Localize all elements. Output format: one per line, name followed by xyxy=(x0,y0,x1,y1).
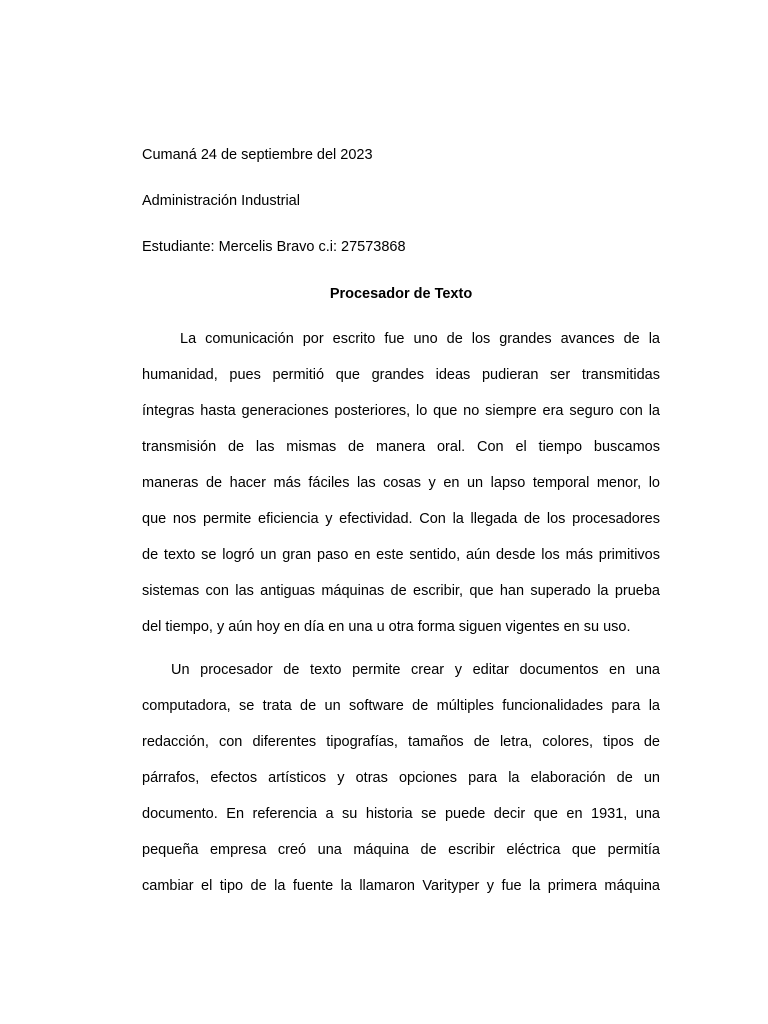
document-title: Procesador de Texto xyxy=(329,286,473,302)
paragraph-line: documento. En referencia a su historia se puede decir que en 1931, una xyxy=(142,806,660,822)
paragraph-line: humanidad, pues permitió que grandes ideas pudieran ser transmitidas xyxy=(142,367,660,383)
paragraph-line: redacción, con diferentes tipografías, tamaños de letra, colores, tipos de xyxy=(142,734,660,750)
paragraph-line: párrafos, efectos artísticos y otras opciones para la elaboración de un xyxy=(142,770,660,786)
paragraph-line: del tiempo, y aún hoy en día en una u otra forma siguen vigentes en su uso. xyxy=(142,619,631,635)
paragraph-line: íntegras hasta generaciones posteriores, lo que no siempre era seguro con la xyxy=(142,403,660,419)
paragraph-line: sistemas con las antiguas máquinas de escribir, que han superado la prueba xyxy=(142,583,660,599)
paragraph-line: de texto se logró un gran paso en este sentido, aún desde los más primitivos xyxy=(142,547,660,563)
paragraph-line: pequeña empresa creó una máquina de escribir eléctrica que permitía xyxy=(142,842,660,858)
paragraph-line: Un procesador de texto permite crear y editar documentos en una xyxy=(171,662,660,678)
student-info: Estudiante: Mercelis Bravo c.i: 27573868 xyxy=(142,239,406,255)
document-date: Cumaná 24 de septiembre del 2023 xyxy=(142,147,373,163)
paragraph-line: computadora, se trata de un software de múltiples funcionalidades para la xyxy=(142,698,660,714)
paragraph-line: que nos permite eficiencia y efectividad. Con la llegada de los procesadores xyxy=(142,511,660,527)
body-paragraph-2 xyxy=(142,661,660,913)
body-paragraph-1 xyxy=(142,330,660,654)
document-subject: Administración Industrial xyxy=(142,193,300,209)
paragraph-line: transmisión de las mismas de manera oral. Con el tiempo buscamos xyxy=(142,439,660,455)
paragraph-line: maneras de hacer más fáciles las cosas y en un lapso temporal menor, lo xyxy=(142,475,660,491)
paragraph-line: cambiar el tipo de la fuente la llamaron Varityper y fue la primera máquina xyxy=(142,878,660,894)
paragraph-line: La comunicación por escrito fue uno de los grandes avances de la xyxy=(180,331,660,347)
